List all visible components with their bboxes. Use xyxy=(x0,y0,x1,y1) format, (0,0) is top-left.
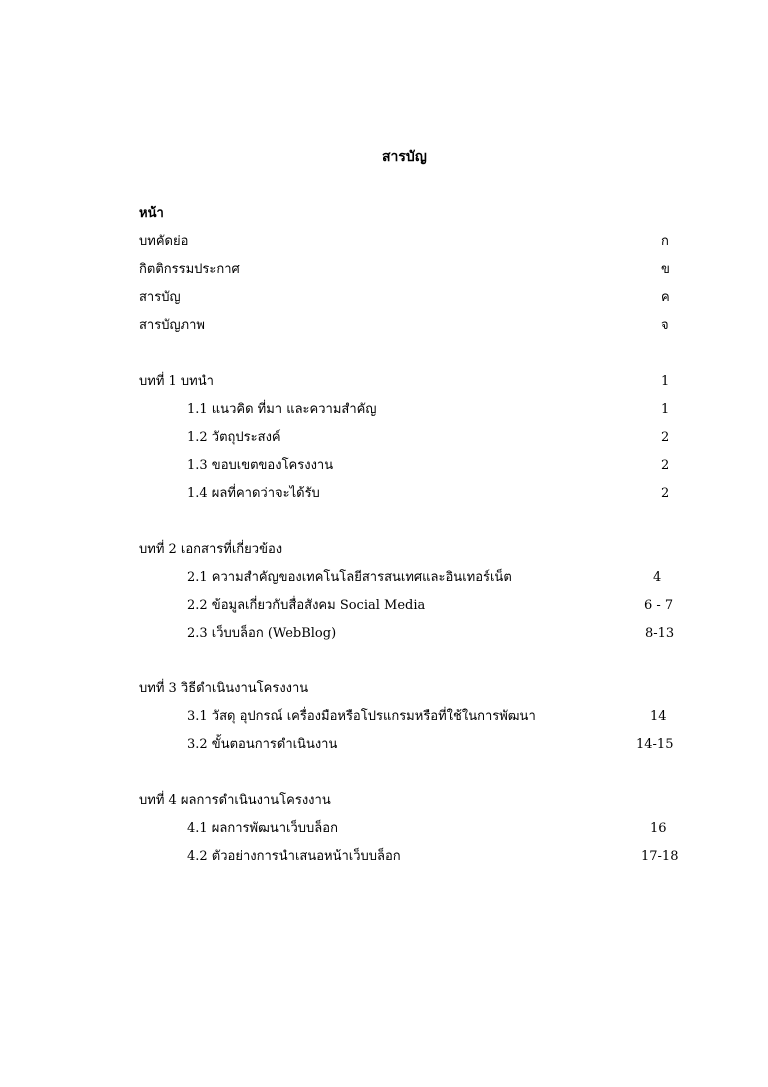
toc-section: 1.1 แนวคิด ที่มา และความสำคัญ xyxy=(187,402,377,417)
toc-entry-page: ค xyxy=(661,290,670,305)
toc-section-page: 2 xyxy=(661,430,670,445)
toc-section-page: 6 - 7 xyxy=(644,598,674,613)
toc-section: 3.1 วัสดุ อุปกรณ์ เครื่องมือหรือโปรแกรมหรือที่ใช้ในการพัฒนา xyxy=(187,709,536,724)
toc-section: 2.3 เว็บบล็อก (WebBlog) xyxy=(187,626,337,641)
toc-section: 4.2 ตัวอย่างการนำเสนอหน้าเว็บบล็อก xyxy=(187,849,401,864)
toc-entry-page: ก xyxy=(661,234,669,249)
toc-section-page: 14 xyxy=(650,709,667,724)
toc-section: 1.3 ขอบเขตของโครงงาน xyxy=(187,458,334,473)
toc-section: 1.4 ผลที่คาดว่าจะได้รับ xyxy=(187,486,320,501)
toc-chapter-2: บทที่ 2 เอกสารที่เกี่ยวข้อง xyxy=(139,542,283,557)
toc-section-page: 17-18 xyxy=(641,849,679,864)
toc-section-page: 2 xyxy=(661,458,670,473)
toc-chapter-3: บทที่ 3 วิธีดำเนินงานโครงงาน xyxy=(139,681,309,696)
toc-section-page: 2 xyxy=(661,486,670,501)
toc-chapter-page: 1 xyxy=(661,374,670,389)
toc-section-page: 14-15 xyxy=(636,737,674,752)
toc-section: 4.1 ผลการพัฒนาเว็บบล็อก xyxy=(187,821,338,836)
toc-chapter-4: บทที่ 4 ผลการดำเนินงานโครงงาน xyxy=(139,793,331,808)
toc-section-page: 8-13 xyxy=(645,626,675,641)
toc-entry-label: กิตติกรรมประกาศ xyxy=(139,262,240,277)
toc-section-page: 4 xyxy=(653,570,662,585)
toc-section: 2.1 ความสำคัญของเทคโนโลยีสารสนเทศและอินเทอร์เน็ต xyxy=(187,570,512,585)
toc-entry-page: จ xyxy=(661,318,669,333)
toc-section-page: 1 xyxy=(661,402,670,417)
toc-entry-label: สารบัญ xyxy=(139,290,181,305)
toc-section: 2.2 ข้อมูลเกี่ยวกับสื่อสังคม Social Media xyxy=(187,598,426,613)
toc-section: 1.2 วัตถุประสงค์ xyxy=(187,430,281,445)
toc-chapter-1: บทที่ 1 บทนำ xyxy=(139,374,214,389)
toc-entry-label: บทคัดย่อ xyxy=(139,234,189,249)
toc-section-page: 16 xyxy=(650,821,667,836)
toc-section: 3.2 ขั้นตอนการดำเนินงาน xyxy=(187,737,338,752)
toc-entry-label: สารบัญภาพ xyxy=(139,318,205,333)
page-column-header: หน้า xyxy=(139,206,164,221)
document-title: สารบัญ xyxy=(382,149,427,165)
toc-entry-page: ข xyxy=(661,262,670,277)
